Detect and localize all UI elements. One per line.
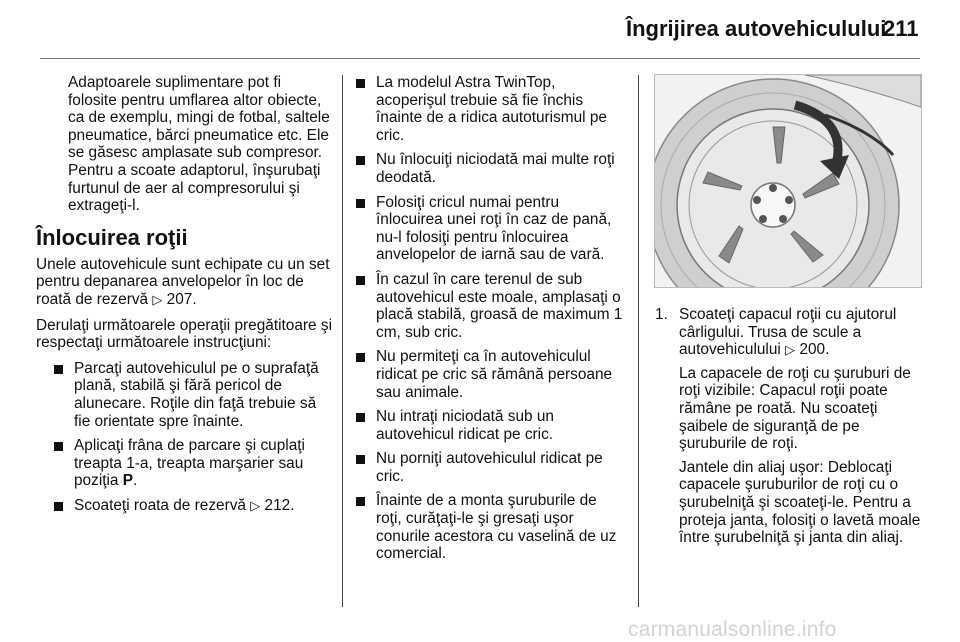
square-bullet-icon [54,365,63,374]
list-item [356,408,626,443]
alloy-wheel-note: Jantele din aliaj uşor: Deblocaţi capacele şuruburilor de roţi cu o şurubelniţă şi scoateţi-le. Pentru a proteja janta, folosiţi o lavetă moale între şurubelniţă şi janta din aliaj. [679,458,921,547]
reference-link[interactable]: 200. [799,341,830,359]
reference-arrow-icon: ▷ [250,497,261,513]
watermark: carmanualsonline.info [628,618,837,641]
preparation-list [36,360,332,515]
list-item-text: Înainte de a monta şuruburile de roţi, curăţaţi-le şi gresaţi uşor conurile acestora cu vaselină de uz comercial. [376,492,617,563]
column-divider-right [638,75,639,607]
reference-link[interactable]: 212. [264,496,295,514]
list-item-text: Parcaţi autovehiculul pe o suprafaţă plană, stabilă şi fără pericol de alunecare. Roţile din faţă trebuie să fie orientate spre înainte. [74,359,319,430]
page-number: 211 [883,16,919,41]
step-text: Scoateţi capacul roţii cu ajutorul cârligului. Trusa de scule a autovehiculului [679,306,897,359]
list-item-text: În cazul în care terenul de sub autovehicul este moale, amplasaţi o placă stabilă, groasă de maximum 1 cm, sub cric. [376,270,623,341]
list-item [54,360,332,430]
instruction-steps [654,306,924,553]
gear-position-label: P [122,472,134,490]
paragraph-spare-kit-text: Unele autovehicule sunt echipate cu un set pentru depanarea anvelopelor în loc de roată de rezervă [36,255,330,308]
square-bullet-icon [356,353,365,362]
list-item [356,348,626,401]
square-bullet-icon [356,276,365,285]
reference-link[interactable]: 207. [166,290,197,308]
square-bullet-icon [54,502,63,511]
square-bullet-icon [356,199,365,208]
list-item-text: Scoateţi roata de rezervă [74,496,246,514]
list-item [356,271,626,341]
wheel-cover-drawing [655,75,921,287]
step-item [654,306,924,553]
list-item-text: Folosiţi cricul numai pentru înlocuirea unei roţi în caz de pană, nu-l folosiţi pentru înlocuirea anvelopelor de iarnă sau de vară. [376,193,612,264]
column-divider-left [342,75,343,607]
square-bullet-icon [356,413,365,422]
step-number: 1. [655,306,668,323]
list-item-tail: . [133,472,138,490]
column-1 [36,74,332,521]
column-3 [654,74,924,553]
list-item [54,497,332,515]
header-rule [40,58,920,59]
list-item-text: La modelul Astra TwinTop, acoperişul trebuie să fie închis înainte de a ridica autoturismul pe cric. [376,74,607,144]
paragraph-preparation: Derulaţi următoarele operaţii pregătitoare şi respectaţi următoarele instrucţiuni: [36,316,332,352]
list-item [356,151,626,186]
list-item-text: Nu înlocuiţi niciodată mai multe roţi deodată. [376,151,615,186]
list-item-text: Nu intraţi niciodată sub un autovehicul ridicat pe cric. [376,408,554,443]
wheel-cover-illustration [654,74,922,288]
square-bullet-icon [356,455,365,464]
list-item [356,74,626,144]
reference-arrow-icon: ▷ [785,342,796,358]
step-text-paragraph [679,306,924,359]
column-2 [356,74,626,570]
list-item [356,492,626,562]
safety-list [356,74,626,563]
reference-arrow-icon: ▷ [152,291,163,307]
section-heading: Înlocuirea roţii [36,224,188,250]
paragraph-spare-kit [36,256,332,309]
hubcap-note: La capacele de roţi cu şuruburi de roţi vizibile: Capacul roţii poate rămâne pe roată. Nu scoateţi şaibele de siguranţă de pe şuruburile de roţi. [679,364,911,453]
list-item [356,450,626,485]
square-bullet-icon [356,156,365,165]
list-item-text: Nu permiteţi ca în autovehiculul ridicat pe cric să rămână persoane sau animale. [376,348,613,401]
list-item-text: Nu porniţi autovehiculul ridicat pe cric. [376,450,603,485]
list-item-text: Aplicaţi frâna de parcare şi cuplaţi treapta 1-a, treapta marşarier sau poziţia [74,437,305,490]
list-item [356,194,626,264]
step-body [679,306,924,553]
intro-paragraph: Adaptoarele suplimentare pot fi folosite pentru umflarea altor obiecte, ca de exemplu, mingi de fotbal, saltele pneumatice, bărci pneumatice etc. Ele se găsesc amplasate sub compresor. Pentru a scoate adaptorul, înşurubaţi furtunul de aer al compresorului şi extrageţi-l. [68,74,330,215]
list-item [54,437,332,490]
header-title: Îngrijirea autovehiculului [626,16,887,41]
square-bullet-icon [356,79,365,88]
square-bullet-icon [356,497,365,506]
square-bullet-icon [54,442,63,451]
